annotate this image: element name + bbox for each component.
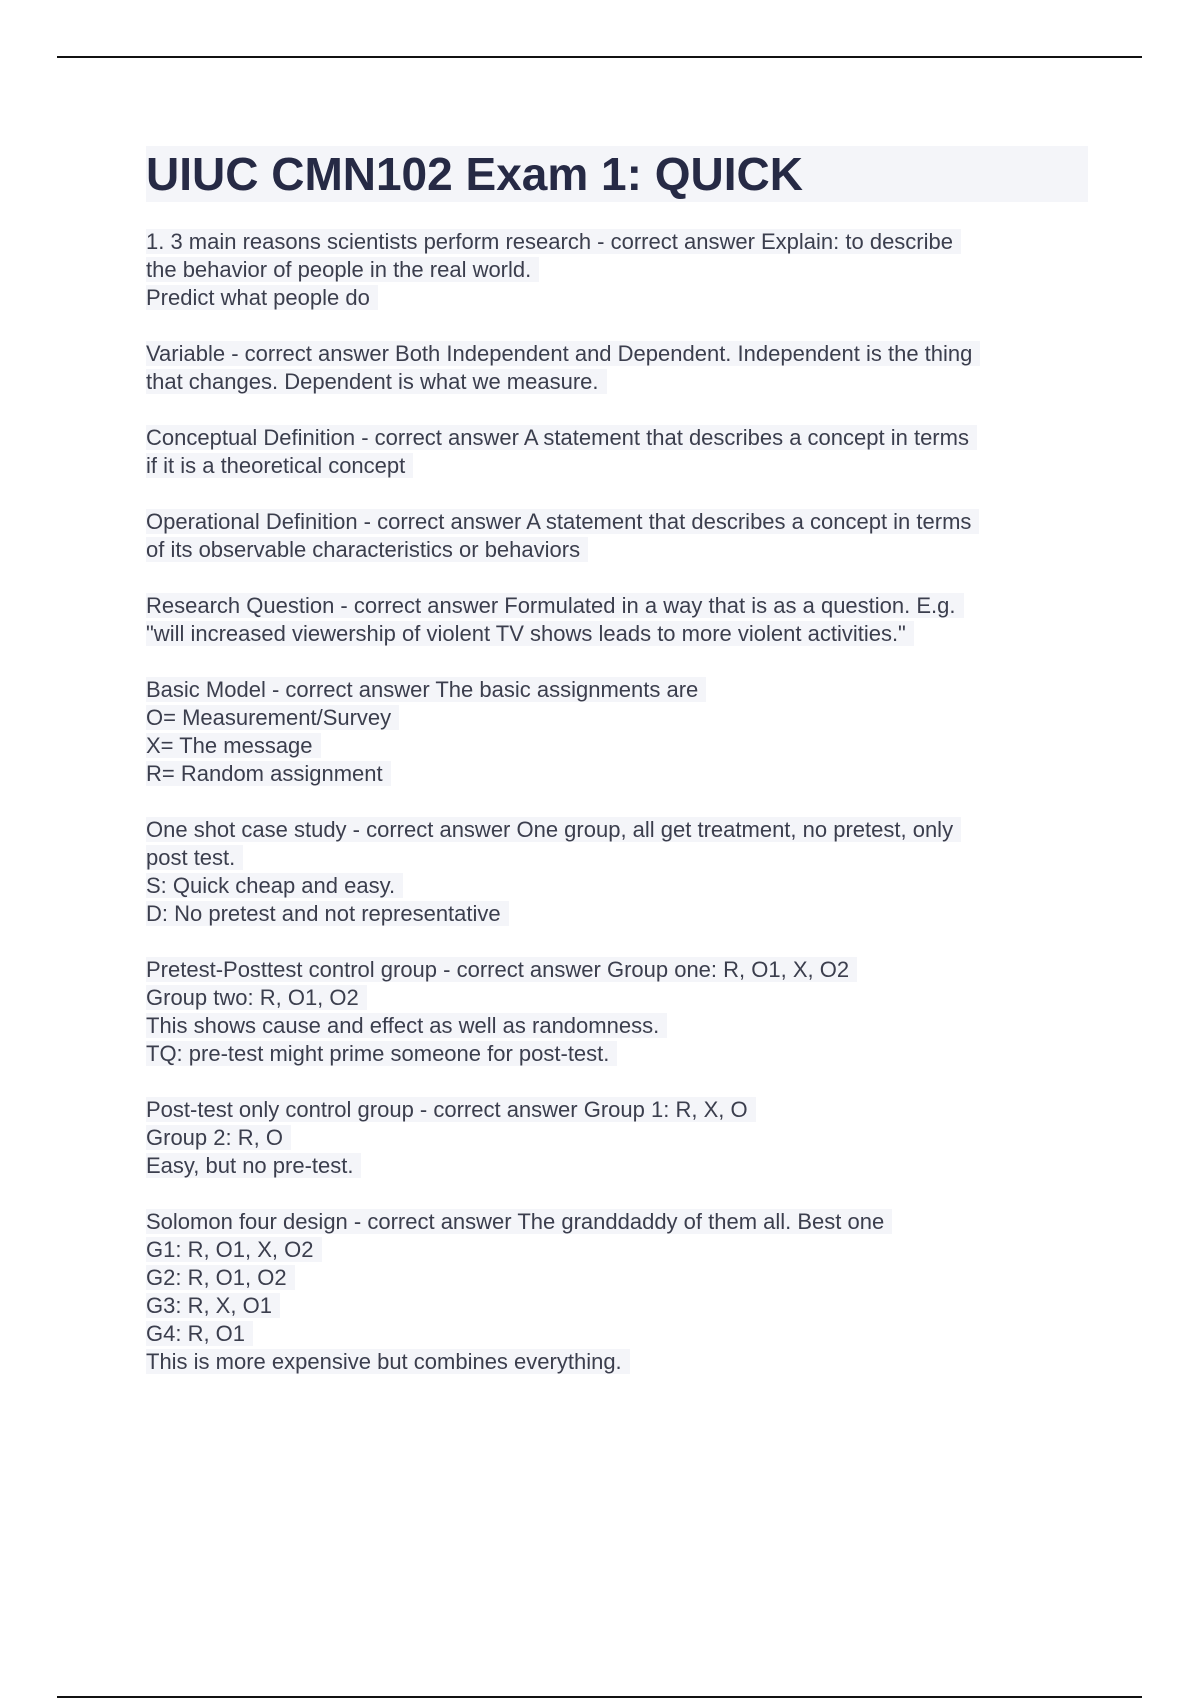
flashcard-line [146, 984, 1106, 1012]
flashcard-line [146, 1264, 1106, 1292]
flashcard-line [146, 1348, 1106, 1376]
flashcard-line [146, 536, 1106, 564]
flashcard-line-text: the behavior of people in the real world. [146, 257, 539, 282]
footer-rule [57, 1696, 1142, 1698]
flashcard-line-text: S: Quick cheap and easy. [146, 873, 403, 898]
flashcard-item [146, 816, 1106, 928]
flashcard-line-text: Pretest-Posttest control group - correct answer Group one: R, O1, X, O2 [146, 957, 857, 982]
flashcard-line [146, 704, 1106, 732]
flashcard-line-text: Solomon four design - correct answer The granddaddy of them all. Best one [146, 1209, 892, 1234]
flashcard-item [146, 424, 1106, 480]
flashcard-line [146, 732, 1106, 760]
flashcard-line-text: G4: R, O1 [146, 1321, 253, 1346]
flashcard-line-text: TQ: pre-test might prime someone for post-test. [146, 1041, 617, 1066]
flashcard-line [146, 956, 1106, 984]
flashcard-line [146, 340, 1106, 368]
flashcard-line-text: Conceptual Definition - correct answer A statement that describes a concept in terms [146, 425, 977, 450]
flashcard-item [146, 1208, 1106, 1376]
flashcard-line-text: Variable - correct answer Both Independent and Dependent. Independent is the thing [146, 341, 980, 366]
flashcard-line [146, 284, 1106, 312]
header-rule [57, 56, 1142, 58]
flashcard-line-text: 1. 3 main reasons scientists perform research - correct answer Explain: to describe [146, 229, 961, 254]
flashcard-line [146, 368, 1106, 396]
flashcard-line-text: This shows cause and effect as well as randomness. [146, 1013, 667, 1038]
flashcard-line-text: O= Measurement/Survey [146, 705, 399, 730]
flashcard-line-text: Group two: R, O1, O2 [146, 985, 367, 1010]
flashcard-line-text: that changes. Dependent is what we measure. [146, 369, 607, 394]
flashcard-item [146, 340, 1106, 396]
flashcard-line [146, 1236, 1106, 1264]
flashcard-line-text: Research Question - correct answer Formulated in a way that is as a question. E.g. [146, 593, 964, 618]
flashcard-line-text: Post-test only control group - correct answer Group 1: R, X, O [146, 1097, 756, 1122]
flashcard-line [146, 1040, 1106, 1068]
flashcard-line-text: X= The message [146, 733, 321, 758]
flashcard-line [146, 816, 1106, 844]
flashcard-line [146, 1208, 1106, 1236]
flashcard-line [146, 1012, 1106, 1040]
flashcard-line [146, 872, 1106, 900]
flashcard-line [146, 228, 1106, 256]
flashcard-line-text: Group 2: R, O [146, 1125, 291, 1150]
flashcard-line-text: G3: R, X, O1 [146, 1293, 280, 1318]
flashcard-line [146, 256, 1106, 284]
flashcard-line [146, 1152, 1106, 1180]
flashcard-line [146, 592, 1106, 620]
flashcard-line [146, 1320, 1106, 1348]
flashcard-line-text: "will increased viewership of violent TV shows leads to more violent activities." [146, 621, 914, 646]
flashcard-line [146, 452, 1106, 480]
flashcard-line-text: D: No pretest and not representative [146, 901, 509, 926]
flashcard-line-text: Predict what people do [146, 285, 378, 310]
flashcard-line-text: This is more expensive but combines everything. [146, 1349, 630, 1374]
flashcard-item [146, 508, 1106, 564]
flashcard-line [146, 424, 1106, 452]
flashcard-item [146, 228, 1106, 312]
flashcard-line-text: if it is a theoretical concept [146, 453, 413, 478]
flashcard-line-text: of its observable characteristics or behaviors [146, 537, 588, 562]
flashcard-list [146, 228, 1106, 1404]
flashcard-line [146, 844, 1106, 872]
flashcard-line [146, 620, 1106, 648]
flashcard-line-text: Basic Model - correct answer The basic assignments are [146, 677, 706, 702]
flashcard-line [146, 676, 1106, 704]
flashcard-item [146, 676, 1106, 788]
flashcard-line-text: One shot case study - correct answer One group, all get treatment, no pretest, only [146, 817, 961, 842]
flashcard-line [146, 1124, 1106, 1152]
flashcard-line-text: Operational Definition - correct answer A statement that describes a concept in terms [146, 509, 979, 534]
flashcard-line-text: post test. [146, 845, 243, 870]
flashcard-line-text: R= Random assignment [146, 761, 391, 786]
flashcard-line [146, 508, 1106, 536]
flashcard-line-text: G2: R, O1, O2 [146, 1265, 295, 1290]
flashcard-item [146, 956, 1106, 1068]
flashcard-line-text: G1: R, O1, X, O2 [146, 1237, 322, 1262]
flashcard-item [146, 1096, 1106, 1180]
flashcard-line-text: Easy, but no pre-test. [146, 1153, 361, 1178]
flashcard-line [146, 1292, 1106, 1320]
flashcard-line [146, 900, 1106, 928]
document-title: UIUC CMN102 Exam 1: QUICK [146, 148, 803, 200]
flashcard-item [146, 592, 1106, 648]
flashcard-line [146, 760, 1106, 788]
flashcard-line [146, 1096, 1106, 1124]
